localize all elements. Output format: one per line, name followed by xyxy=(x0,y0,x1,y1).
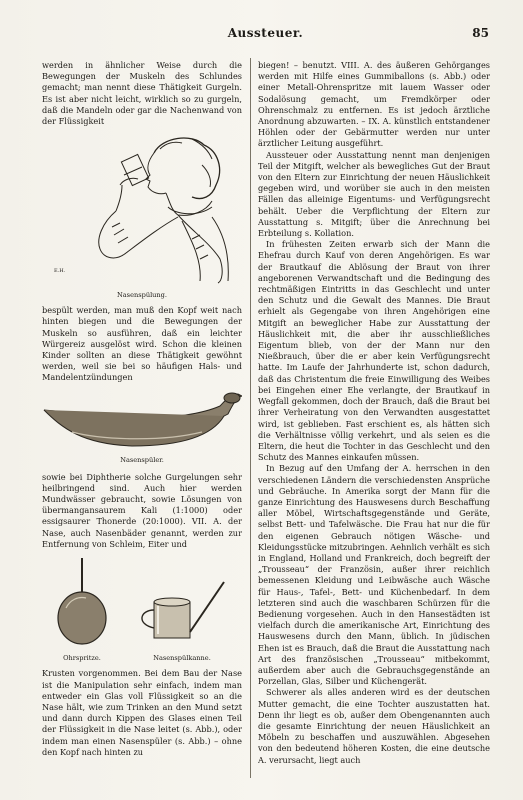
paragraph: werden in ähnlicher Weise durch die Bewegungen der Muskeln des Schlundes gemacht; man nennt diese Thätigkeit Gurgeln. Es ist aber nicht leicht, wirklich so zu gurgeln, daß die Mandeln oder gar die Nachenwand von der Flüssigkeit xyxy=(42,60,242,127)
running-title: Aussteuer. xyxy=(227,26,304,40)
right-column xyxy=(258,60,490,778)
nasal-douche-illustration xyxy=(42,388,242,450)
paragraph: In Bezug auf den Umfang der A. herrschen in den verschiedenen Ländern die verschiedensten Ansprüche und Gebräuche. In Amerika sorgt der Mann für die ganze Einrichtung des Hauswesens durch Beschaffung aller Möbel, Wirtschaftsgegenstände und Geräte, selbst Bett- und Tafelwäsche. Die Frau hat nur die für den eigenen Gebrauch nötigen Wäsche- und Kleidungsstücke mitzubringen. Aehnlich verhält es sich in England, Holland und Frankreich, doch begreift der „Trousseau“ der Französin, außer ihrer reichlich bemessenen Kleidung und Leibwäsche auch Wäsche für Haus-, Tafel-, Bett- und Küchenbedarf. In dem letzteren sind auch die waschbaren Schürzen für die Bedienung vorgesehen. Auch in den Hansestädten ist vielfach durch die amerikanische Art, Einrichtung des Hauswesens durch den Mann, üblich. In jüdischen Ehen ist es Brauch, daß die Braut die Ausstattung nach Art des französischen „Trousseau“ mitbekommt, außerdem aber auch die Gebrauchsgegenstände an Porzellan, Glas, Silber und Küchengerät. xyxy=(258,463,490,687)
figure-caption: Ohrspritze. xyxy=(63,654,101,663)
figure-caption: Nasenspülkanne. xyxy=(153,654,211,663)
figure-nasal-can xyxy=(132,576,232,664)
figure-pair xyxy=(42,556,242,664)
paragraph: biegen! – benutzt. VIII. A. des äußeren Gehörganges werden mit Hilfe eines Gummiballons (s. Abb.) oder einer Metall-Ohrenspritze mit lauem Wasser oder Sodalösung gemacht, um Fremdkörper oder Ohrenschmalz zu entfernen. Es ist jedoch ärztliche Anordnung abzuwarten. – IX. A. künstlich entstandener Höhlen oder der Gebärmutter werden nur unter ärztlicher Leitung ausgeführt. xyxy=(258,60,490,149)
left-column xyxy=(42,60,242,778)
artist-signature: E.H. xyxy=(54,268,66,275)
page-number: 85 xyxy=(472,26,489,40)
figure-nasal-douche xyxy=(42,388,242,466)
paragraph: Schwerer als alles anderen wird es der deutschen Mutter gemacht, die eine Tochter auszustatten hat. Denn ihr liegt es ob, außer dem Obengenannten auch die gesamte Einrichtung der neuen Häuslichkeit an Möbeln zu beschaffen und auszuwählen. Abgesehen von den bedeutend höheren Kosten, die eine deutsche A. verursacht, liegt auch xyxy=(258,687,490,765)
ear-syringe-illustration xyxy=(52,556,112,648)
paragraph: bespült werden, man muß den Kopf weit nach hinten biegen und die Bewegungen der Muskeln so ausführen, daß ein leichter Würgereiz ausgelöst wird. Schon die kleinen Kinder sollten an diese Thätigkeit gewöhnt werden, weil sie bei so häufigen Hals- und Mandelentzündungen xyxy=(42,305,242,383)
paragraph: sowie bei Diphtherie solche Gurgelungen sehr heilbringend sind. Auch hier werden Mundwässer gebraucht, sowie Lösungen von übermangansaurem Kali (1:1000) oder essigsaurer Thonerde (20:1000). VII. A. der Nase, auch Nasenbäder genannt, werden zur Entfernung von Schleim, Eiter und xyxy=(42,471,242,549)
paragraph: Krusten vorgenommen. Bei dem Bau der Nase ist die Manipulation sehr einfach, indem man entweder ein Glas voll Flüssigkeit so an die Nase hält, wie zum Trinken an den Mund setzt und dann durch Kippen des Glases einen Teil der Flüssigkeit in die Nase leitet (s. Abb.), oder indem man einen Nasenspüler (s. Abb.) – ohne den Kopf nach hinten zu xyxy=(42,668,242,757)
figure-ear-syringe xyxy=(52,556,112,664)
column-divider xyxy=(250,58,251,778)
figure-caption: Nasenspülung. xyxy=(116,291,167,300)
nasal-rinsing-illustration xyxy=(42,131,242,285)
page-header xyxy=(42,26,489,46)
paragraph-entry-aussteuer: Aussteuer oder Ausstattung nennt man denjenigen Teil der Mitgift, welcher als bewegliches Gut der Braut von den Eltern zur Einrichtung der neuen Häuslichkeit gegeben wird, und worüber sie auch in den meisten Fällen das alleinige Eigentums- und Verfügungsrecht behält. Ueber die Verpflichtung der Eltern zur Ausstattung s. Mitgift; über die Anrechnung bei Erbteilung s. Kollation. xyxy=(258,149,490,239)
paragraph: In frühesten Zeiten erwarb sich der Mann die Ehefrau durch Kauf von deren Angehörigen. Es war der Brautkauf die Ablösung der Braut von ihrer angeborenen Verwandtschaft und die Bedingung des rechtmäßigen Eintritts in das Geschlecht und unter den Schutz und die Gewalt des Mannes. Die Braut erhielt als Gegengabe von ihren Angehörigen eine Mitgift an beweglicher Habe zur Ausstattung der Häuslichkeit mit, die aber ihr ausschließliches Eigentum blieb, von der der Mann nur den Nießbrauch, über die er aber kein Verfügungsrecht hatte. Im Laufe der Jahrhunderte ist, schon dadurch, daß das Christentum die freie Einwilligung des Weibes bei Eingehen einer Ehe verlangte, der Brautkauf in Wegfall gekommen, doch der Brauch, daß die Braut bei ihrer Verheiratung von den Verwandten ausgestattet wird, ist geblieben. Fast erschient es, als hätten sich die Verhältnisse völlig verkehrt, und als seien es die Eltern, die heut die Tochter in das Geschlecht und den Schutz des Mannes einkaufen müssen. xyxy=(258,239,490,463)
figure-nasal-rinsing xyxy=(42,131,242,299)
nasal-can-illustration xyxy=(132,576,232,648)
figure-caption: Nasenspüler. xyxy=(120,455,164,464)
